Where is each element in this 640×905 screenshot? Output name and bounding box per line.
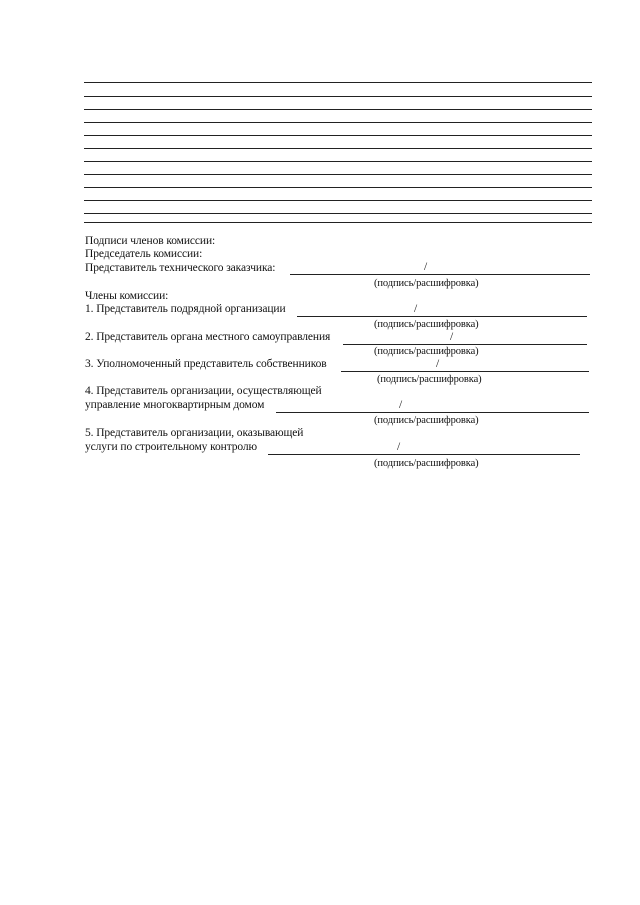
members-label: Члены комиссии:: [85, 290, 169, 302]
blank-line: [84, 82, 592, 83]
signature-line[interactable]: [268, 454, 580, 455]
slash-separator: /: [414, 303, 418, 315]
blank-line: [84, 213, 592, 214]
member-label-line1: 4. Представитель организации, осуществляющей: [85, 385, 322, 397]
blank-line: [84, 96, 592, 97]
slash-separator: /: [399, 399, 403, 411]
signature-line[interactable]: [297, 316, 587, 317]
slash-separator: /: [397, 441, 401, 453]
signature-caption: (подпись/расшифровка): [374, 346, 479, 357]
member-label-line2: услуги по строительному контролю: [85, 441, 258, 453]
blank-line: [84, 135, 592, 136]
signature-line[interactable]: [290, 274, 590, 275]
slash-separator: /: [424, 261, 428, 273]
signature-caption: (подпись/расшифровка): [374, 319, 479, 330]
signature-caption: (подпись/расшифровка): [374, 278, 479, 289]
member-label-line2: управление многоквартирным домом: [85, 399, 265, 411]
tech-customer-label: Представитель технического заказчика:: [85, 262, 276, 274]
blank-line: [84, 161, 592, 162]
signature-line[interactable]: [276, 412, 589, 413]
signature-caption: (подпись/расшифровка): [374, 415, 479, 426]
blank-line: [84, 148, 592, 149]
signature-line[interactable]: [341, 371, 589, 372]
signature-caption: (подпись/расшифровка): [374, 458, 479, 469]
slash-separator: /: [436, 358, 440, 370]
blank-line: [84, 187, 592, 188]
signatures-heading: Подписи членов комиссии:: [85, 235, 216, 247]
slash-separator: /: [450, 331, 454, 343]
member-label-line1: 5. Представитель организации, оказывающей: [85, 427, 304, 439]
member-label: 2. Представитель органа местного самоуправления: [85, 331, 331, 343]
signature-caption: (подпись/расшифровка): [377, 374, 482, 385]
member-label: 1. Представитель подрядной организации: [85, 303, 286, 315]
member-label: 3. Уполномоченный представитель собственников: [85, 358, 327, 370]
blank-line: [84, 122, 592, 123]
blank-line: [84, 174, 592, 175]
chairman-label: Председатель комиссии:: [85, 248, 203, 260]
blank-line: [84, 109, 592, 110]
blank-line: [84, 222, 592, 223]
blank-line: [84, 200, 592, 201]
